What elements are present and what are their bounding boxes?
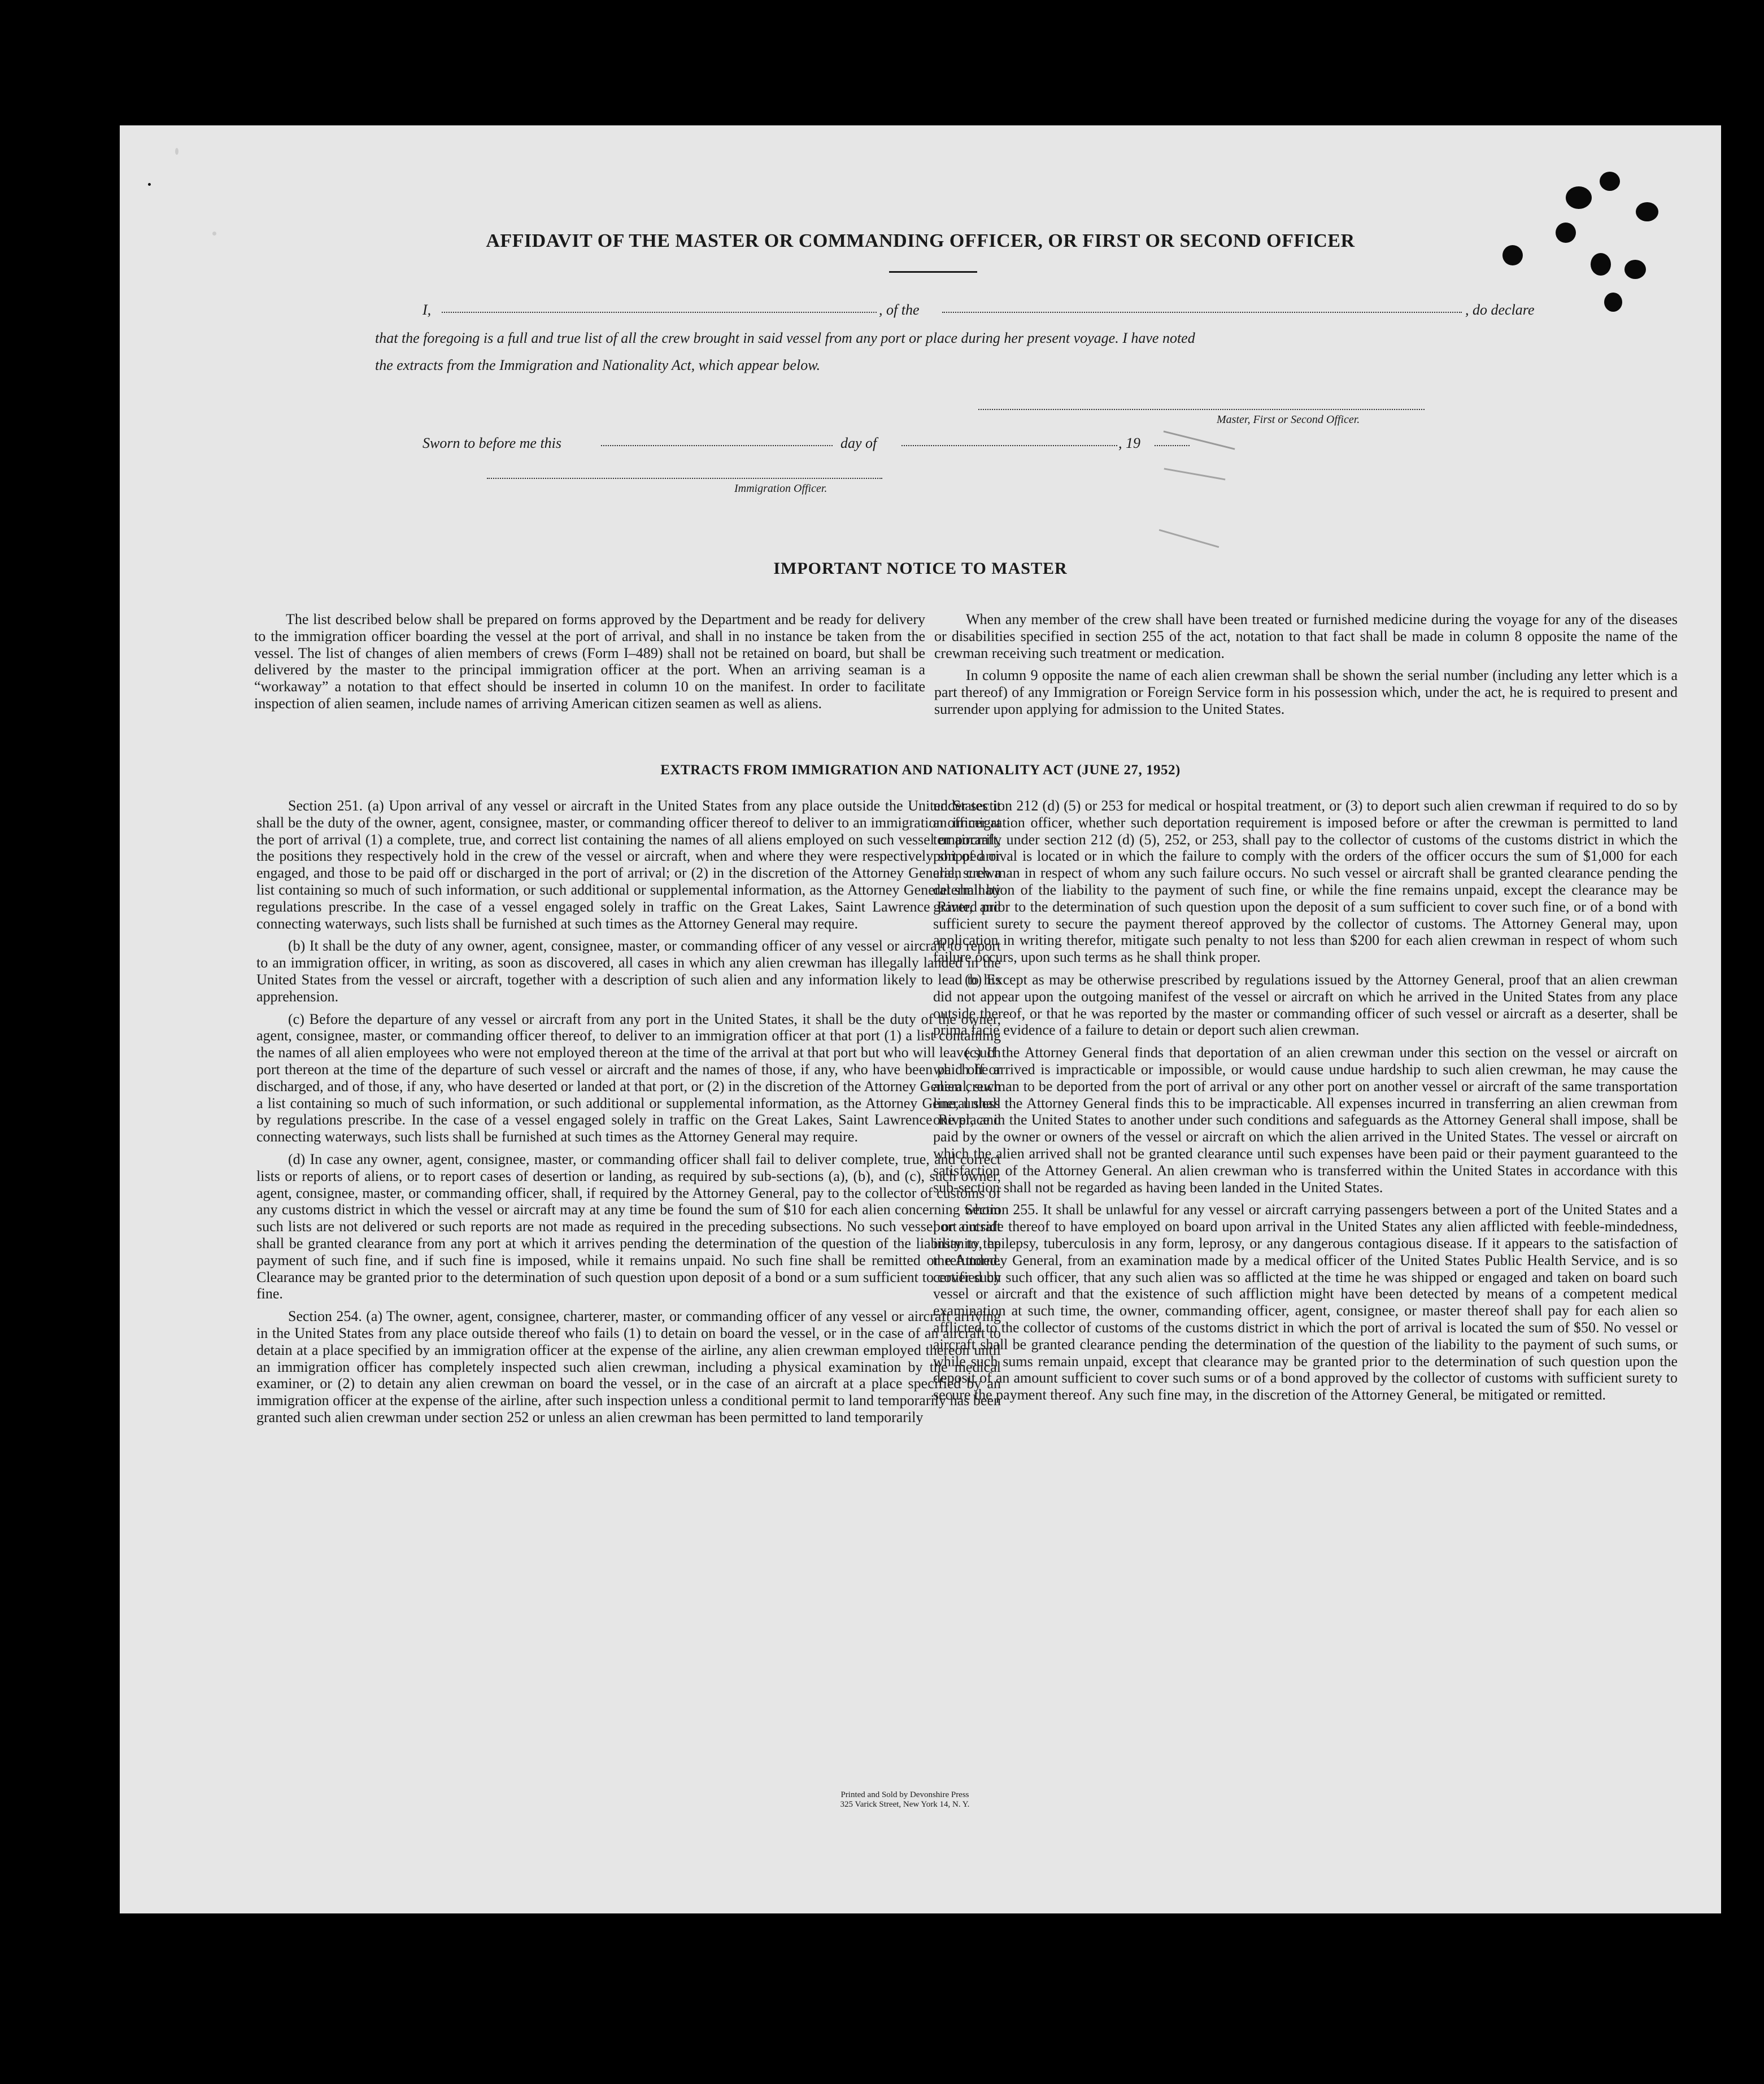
- pencil-mark: [1159, 529, 1219, 548]
- notice-right-paragraph-2: In column 9 opposite the name of each alien crewman shall be shown the serial number (including any letter which is a part thereof) of any Immigration or Foreign Service form in his possession which, under the act, he is required to present and surrender upon applying for admission to the United States.: [934, 667, 1678, 717]
- ink-blot: [1604, 293, 1622, 312]
- extract-paragraph: Section 251. (a) Upon arrival of any vessel or aircraft in the United States from any place outside the United States it shall be the duty of the owner, agent, consignee, master, or commanding officer thereof to deliver to an immigration officer at the port of arrival (1) a complete, true, and correct list containing the names of all aliens employed on such vessel or aircraft, the positions they respectively hold in the crew of the vessel or aircraft, when and where they were respectively shipped or engaged, and those to be paid off or discharged in the port of arrival; or (2) in the discretion of the Attorney General, such a list containing so much of such information, or such additional or supplemental information, as the Attorney General shall by regulations prescribe. In the case of a vessel engaged solely in traffic on the Great Lakes, Saint Lawrence River, and connecting waterways, such lists shall be furnished at such times as the Attorney General may require.: [256, 797, 1001, 932]
- form-page: [120, 125, 1721, 1913]
- extract-paragraph: under section 212 (d) (5) or 253 for medical or hospital treatment, or (3) to deport such alien crewman if required to do so by an immigration officer, whether such deportation requirement is imposed before or after the crewman is permitted to land temporarily under section 212 (d) (5), 252, or 253, shall pay to the collector of customs of the customs district in which the port of arrival is located or in which the failure to comply with the orders of the officer occurs the sum of $1,000 for each alien crewman in respect of whom any such failure occurs. No such vessel or aircraft shall be granted clearance pending the determination of the liability to the payment of such fine, or while the fine remains unpaid, except the clearance may be granted prior to the determination of such question upon the deposit of a sum sufficient to cover such fine, or of a bond with sufficient surety to secure the payment thereof approved by the collector of customs. The Attorney General may, upon application in writing therefor, mitigate such penalty to not less than $200 for each alien crewman in respect of whom such failure occurs, upon such terms as he shall think proper.: [933, 797, 1678, 966]
- extract-paragraph: (c) If the Attorney General finds that deportation of an alien crewman under this section on the vessel or aircraft on which he arrived is impracticable or impossible, or would cause undue hardship to such alien crewman, he may cause the alien crewman to be deported from the port of arrival or any other port on another vessel or aircraft of the same transportation line, unless the Attorney General finds this to be impracticable. All expenses incurred in transferring an alien crewman from one place in the United States to another under such conditions and safeguards as the Attorney General shall impose, shall be paid by the owner or owners of the vessel or aircraft on which the alien arrived in the United States. The vessel or aircraft on which the alien arrived shall not be granted clearance until such expenses have been paid or their payment guaranteed to the satisfaction of the Attorney General. An alien crewman who is transferred within the United States in accordance with this sub-section shall not be regarded as having been landed in the United States.: [933, 1044, 1678, 1196]
- sworn-month-field[interactable]: [901, 445, 1117, 446]
- extract-paragraph: (d) In case any owner, agent, consignee, master, or commanding officer shall fail to deliver complete, true, and correct lists or reports of aliens, or to report cases of desertion or landing, as required by sub-sections (a), (b), and (c), such owner, agent, consignee, master, or commanding officer, shall, if required by the Attorney General, pay to the collector of customs of any customs district in which the vessel or aircraft may at any time be found the sum of $10 for each alien concerning whom such lists are not delivered or such reports are not made as required in the preceding subsections. No such vessel or aircraft shall be granted clearance from any port at which it arrives pending the determination of the question of the liability to the payment of such fine, and if such fine is imposed, while it remains unpaid. No such fine shall be remitted or refunded. Clearance may be granted prior to the determination of such question upon deposit of a bond or a sum sufficient to cover such fine.: [256, 1150, 1001, 1302]
- notice-title: IMPORTANT NOTICE TO MASTER: [773, 559, 1068, 578]
- extracts-title: EXTRACTS FROM IMMIGRATION AND NATIONALITY ACT (JUNE 27, 1952): [660, 762, 1181, 778]
- extract-paragraph: Section 254. (a) The owner, agent, consignee, charterer, master, or commanding officer of any vessel or aircraft arriving in the United States from any place outside thereof who fails (1) to detain on board the vessel, or in the case of an aircraft to detain at a place specified by an immigration officer at the expense of the airline, any alien crewman employed thereon until an immigration officer has completely inspected such alien crewman, including a physical examination by the medical examiner, or (2) to detain any alien crewman on board the vessel, or in the case of an aircraft at a place specified by an immigration officer at the expense of the airline, after such inspection unless a conditional permit to land temporarily has been granted such alien crewman under section 252 or unless an alien crewman has been permitted to land temporarily: [256, 1308, 1001, 1425]
- extracts-left-column: [256, 797, 1001, 1432]
- immigration-officer-signature-line[interactable]: [487, 478, 882, 479]
- label-do-declare: , do declare: [1465, 302, 1535, 318]
- label-day-of: day of: [840, 435, 877, 451]
- dust-speck: [148, 183, 151, 186]
- printer-line-2: 325 Varick Street, New York 14, N. Y.: [840, 1800, 970, 1809]
- label-of-the: , of the: [879, 302, 920, 318]
- pencil-mark: [1164, 468, 1226, 480]
- sworn-day-field[interactable]: [601, 445, 833, 446]
- notice-left-column: [254, 611, 925, 718]
- name-field[interactable]: [442, 312, 877, 313]
- affidavit-line-1: [423, 302, 1547, 321]
- notice-left-paragraph: The list described below shall be prepared on forms approved by the Department and be ready for delivery to the immigration officer boarding the vessel at the port of arrival, and shall in no instance be taken from the vessel. The list of changes of alien members of crews (Form I–489) shall not be retained on board, but shall be delivered by the master to the principal immigration officer at the port. When an arriving seaman is a “workaway” a notation to that effect should be inserted in column 10 on the manifest. In order to facilitate inspection of alien seamen, include names of arriving American citizen seamen as well as aliens.: [254, 611, 925, 712]
- extract-paragraph: (b) Except as may be otherwise prescribed by regulations issued by the Attorney General, proof that an alien crewman did not appear upon the outgoing manifest of the vessel or aircraft on which he arrived in the United States from any place outside thereof, or that he was reported by the master or commanding officer of such vessel or aircraft as a deserter, shall be prima facie evidence of a failure to detain or deport such alien crewman.: [933, 971, 1678, 1039]
- ink-blot: [1600, 172, 1620, 191]
- dust-speck: [175, 148, 178, 155]
- extract-paragraph: (b) It shall be the duty of any owner, agent, consignee, master, or commanding officer of any vessel or aircraft to report to an immigration officer, in writing, as soon as discovered, all cases in which any alien crewman has illegally landed in the United States from the vessel or aircraft, together with a description of such alien and any information likely to lead to his apprehension.: [256, 938, 1001, 1005]
- extracts-right-column: [933, 797, 1678, 1409]
- notice-right-paragraph-1: When any member of the crew shall have been treated or furnished medicine during the voyage for any of the diseases or disabilities specified in section 255 of the act, notation to that fact shall be made in column 8 opposite the name of the crewman receiving such treatment or medication.: [934, 611, 1678, 661]
- immigration-officer-caption: Immigration Officer.: [734, 482, 827, 495]
- extract-paragraph: Section 255. It shall be unlawful for any vessel or aircraft carrying passengers between a port of the United States and a port outside thereof to have employed on board upon arrival in the United States any alien afflicted with feeble-mindedness, insanity, epilepsy, tuberculosis in any form, leprosy, or any dangerous contagious disease. If it appears to the satisfaction of the Attorney General, from an examination made by a medical officer of the United States Public Health Service, and is so certified by such officer, that any such alien was so afflicted at the time he was shipped or engaged and taken on board such vessel or aircraft and that the existence of such affliction might have been detected by means of a competent medical examination at such time, the owner, commanding officer, agent, consignee, or master thereof shall pay for each alien so afflicted to the collector of customs of the customs district in which the port of arrival is located the sum of $50. No vessel or aircraft shall be granted clearance pending the determination of the question of the liability to the payment of such sums, or while such sums remain unpaid, except that clearance may be granted prior to the determination of such question upon the deposit of an amount sufficient to cover such sums or of a bond approved by the collector of customs with sufficient surety to secure the payment thereof. Any such fine may, in the discretion of the Attorney General, be mitigated or remitted.: [933, 1201, 1678, 1403]
- label-i: I,: [423, 302, 432, 318]
- label-sworn: Sworn to before me this: [423, 435, 562, 451]
- title-rule: [889, 271, 977, 273]
- printer-imprint: [758, 1790, 1052, 1810]
- ink-blot: [1556, 223, 1576, 243]
- ink-blot: [1636, 202, 1658, 221]
- notice-right-column: [934, 611, 1678, 723]
- master-caption: Master, First or Second Officer.: [1217, 413, 1360, 426]
- ink-blot: [1591, 253, 1611, 276]
- ink-blot: [1624, 260, 1646, 279]
- affidavit-line-3: the extracts from the Immigration and Nationality Act, which appear below.: [375, 357, 821, 373]
- master-signature-line[interactable]: [978, 409, 1425, 410]
- affidavit-line-2: that the foregoing is a full and true list of all the crew brought in said vessel from any port or place during her present voyage. I have noted: [375, 330, 1195, 346]
- vessel-field[interactable]: [942, 312, 1462, 313]
- ink-blot: [1502, 245, 1523, 265]
- printer-line-1: Printed and Sold by Devonshire Press: [840, 1790, 969, 1799]
- sworn-year-field[interactable]: [1155, 445, 1190, 446]
- ink-blot: [1566, 186, 1592, 209]
- affidavit-title: AFFIDAVIT OF THE MASTER OR COMMANDING OFFICER, OR FIRST OR SECOND OFFICER: [486, 230, 1355, 251]
- extract-paragraph: (c) Before the departure of any vessel or aircraft from any port in the United States, it shall be the duty of the owner, agent, consignee, master, or commanding officer thereof, to deliver to an immigration officer at that port (1) a list containing the names of all alien employees who were not employed thereon at the time of the arrival at that port but who will leave such port thereon at the time of the departure of such vessel or aircraft and the names of those, if any, who have been paid off or discharged, and of those, if any, who have deserted or landed at that port, or (2) in the discretion of the Attorney General, such a list containing so much of such information, or such additional or supplemental information, as the Attorney General shall by regulations prescribe. In the case of a vessel engaged solely in traffic on the Great Lakes, Saint Lawrence River, and connecting waterways, such lists shall be furnished at such times as the Attorney General may require.: [256, 1010, 1001, 1145]
- dust-speck: [212, 232, 216, 236]
- label-year: , 19: [1118, 435, 1140, 451]
